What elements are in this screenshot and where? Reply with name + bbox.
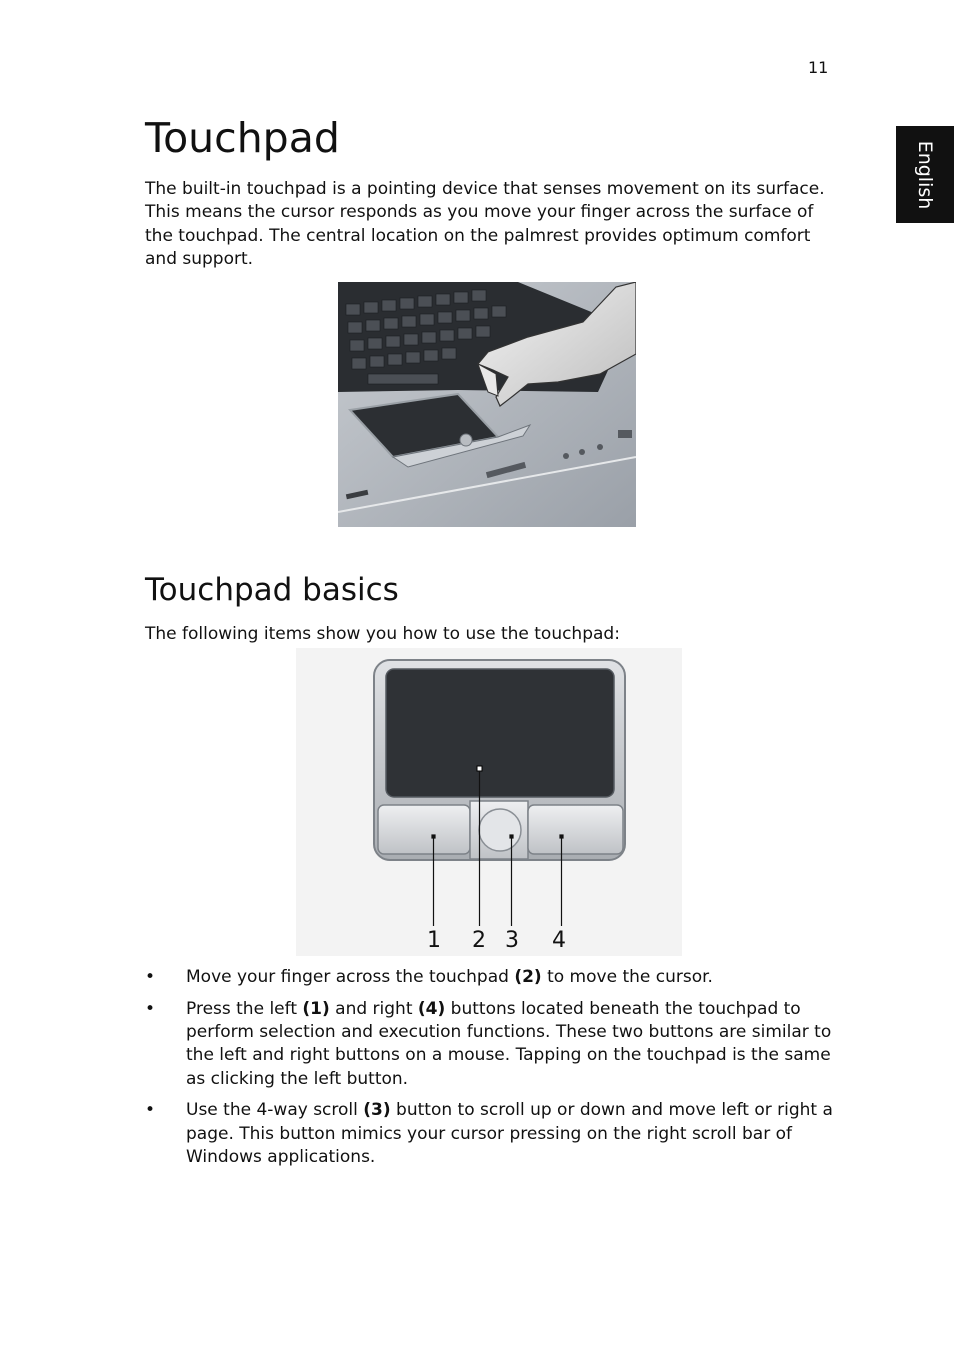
list-item: • Press the left (1) and right (4) buttons located beneath the touchpad to perform selection and execution functions. These two buttons are similar to the left and right buttons on a mouse. Tapping on the touchpad is the same as clicking the left button.: [145, 998, 835, 1091]
callout-label: 2: [472, 928, 486, 953]
section-heading: Touchpad basics: [145, 572, 399, 608]
page-number: 11: [808, 58, 829, 77]
language-tab: [896, 126, 954, 223]
left-button: [378, 805, 470, 854]
scroll-button: [460, 434, 472, 446]
touchpad-diagram: [296, 648, 682, 956]
instruction-list: [145, 966, 835, 1178]
list-item: • Move your finger across the touchpad (2) to move the cursor.: [145, 966, 835, 989]
callout-label: 4: [552, 928, 566, 953]
laptop-touchpad-photo: [338, 282, 636, 527]
section-lead: The following items show you how to use the touchpad:: [145, 624, 620, 644]
callout-label: 3: [505, 928, 519, 953]
language-tab-label: English: [914, 140, 936, 209]
list-item: • Use the 4-way scroll (3) button to scroll up or down and move left or right a page. This button mimics your cursor pressing on the right scroll bar of Windows applications.: [145, 1099, 835, 1169]
touchpad-point-marker: [477, 766, 482, 771]
right-button: [528, 805, 623, 854]
callout-label: 1: [427, 928, 441, 953]
intro-paragraph: The built-in touchpad is a pointing device that senses movement on its surface. This means the cursor responds as you move your finger across the surface of the touchpad. The central location on the palmrest provides optimum comfort and support.: [145, 179, 825, 269]
page-title: Touchpad: [145, 114, 340, 162]
scroll-button-dial: [479, 809, 521, 851]
touchpad-pad: [386, 669, 614, 797]
